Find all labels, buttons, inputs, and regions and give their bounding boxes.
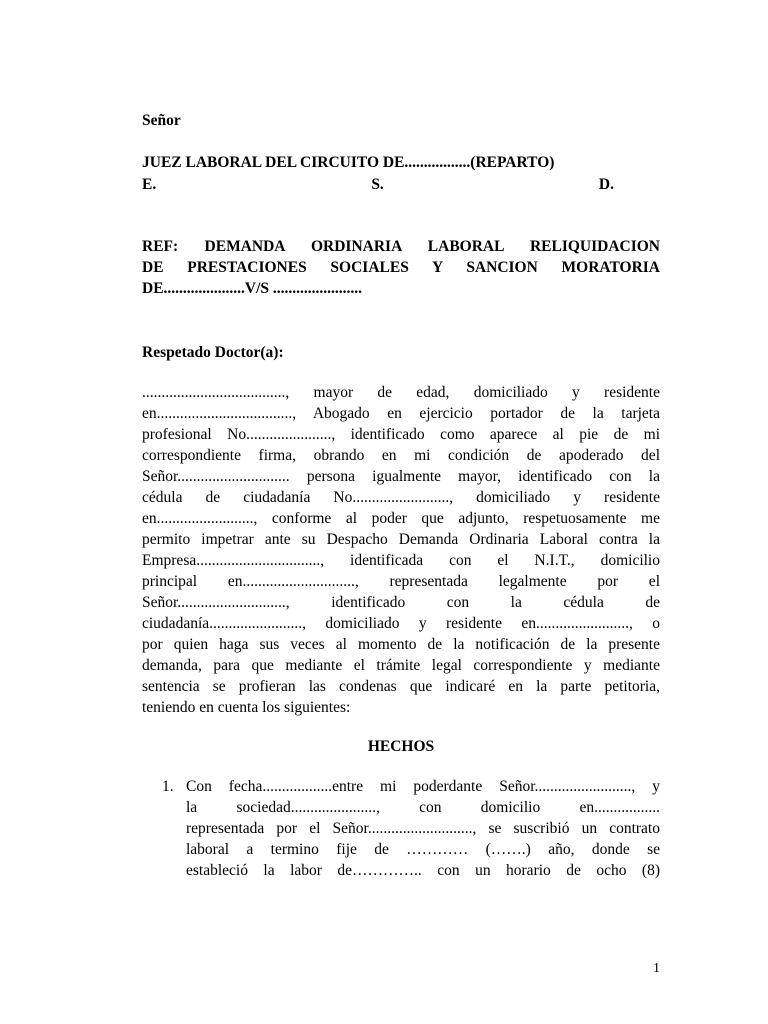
body-line: en..................................., Abogado en ejercicio portador de la tarjeta — [142, 405, 660, 422]
body-line: sentencia se profieran las condenas que indicaré en la parte petitoria, — [142, 678, 660, 695]
addressee-e: E. — [142, 176, 157, 193]
salutation-recipient: Señor — [142, 112, 181, 129]
body-paragraph — [142, 382, 660, 718]
reference-line-3: DE.....................V/S ....................... — [142, 280, 363, 297]
addressee-line: JUEZ LABORAL DEL CIRCUITO DE.................(REPARTO) — [142, 154, 555, 171]
fact-line: estableció la labor de………….. con un horario de ocho (8) — [186, 862, 660, 879]
reference-block — [142, 236, 660, 299]
fact-line: la sociedad......................, con domicilio en................. — [186, 799, 660, 816]
fact-line: representada por el Señor..........................., se suscribió un contrato — [186, 820, 660, 837]
body-line: Señor............................. persona igualmente mayor, identificado con la — [142, 468, 660, 485]
body-line: Señor............................, identificado con la cédula de — [142, 594, 660, 611]
body-line: por quien haga sus veces al momento de la notificación de la presente — [142, 636, 660, 653]
body-line: demanda, para que mediante el trámite legal correspondiente y mediante — [142, 657, 660, 674]
body-line: ciudadanía........................, domiciliado y residente en........................, o — [142, 615, 660, 632]
addressee-esd-row — [142, 174, 614, 195]
body-line: Empresa................................, identificada con el N.I.T., domicilio — [142, 552, 660, 569]
body-line: correspondiente firma, obrando en mi condición de apoderado del — [142, 447, 660, 464]
fact-item-1 — [162, 776, 660, 881]
body-line: ....................................., mayor de edad, domiciliado y residente — [142, 384, 660, 401]
body-line: en........................., conforme al poder que adjunto, respetuosamente me — [142, 510, 660, 527]
body-line: permito impetrar ante su Despacho Demanda Ordinaria Laboral contra la — [142, 531, 660, 548]
body-line: profesional No......................, identificado como aparece al pie de mi — [142, 426, 660, 443]
body-line: cédula de ciudadanía No........................., domiciliado y residente — [142, 489, 660, 506]
fact-number: 1. — [162, 778, 174, 795]
fact-line: laboral a termino fije de ………… (…….) año, donde se — [186, 841, 660, 858]
section-title-hechos: HECHOS — [367, 738, 435, 755]
page-number: 1 — [653, 961, 660, 976]
addressee-d: D. — [598, 176, 614, 193]
body-line: principal en............................., representada legalmente por el — [142, 573, 660, 590]
fact-line: Con fecha..................entre mi poderdante Señor........................., y — [186, 778, 660, 795]
reference-line-2: DE PRESTACIONES SOCIALES Y SANCION MORATORIA — [142, 259, 660, 276]
addressee-s: S. — [371, 176, 384, 193]
reference-line-1: REF: DEMANDA ORDINARIA LABORAL RELIQUIDACION — [142, 238, 660, 255]
greeting: Respetado Doctor(a): — [142, 344, 284, 361]
body-line-last: teniendo en cuenta los siguientes: — [142, 699, 351, 716]
